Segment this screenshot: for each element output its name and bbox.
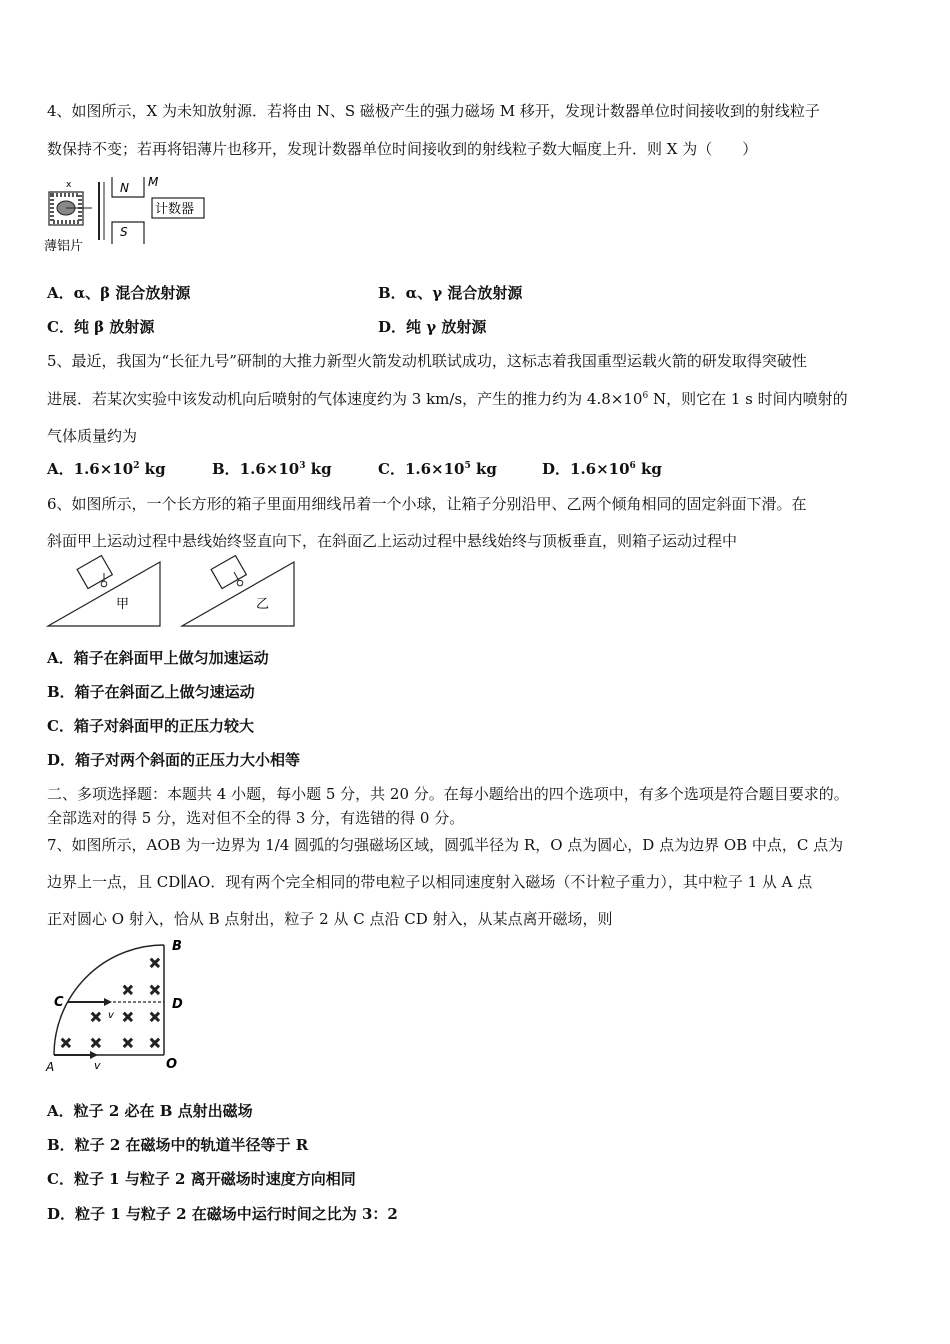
q7-label-v1: v [94, 1059, 101, 1072]
q4-foil-label: 薄铝片 [44, 239, 84, 254]
q4-stem-line2: 数保持不变；若再将铝薄片也移开，发现计数器单位时间接收到的射线粒子数大幅度上升．则 X 为（ ） [47, 140, 758, 158]
q7-stem-line2: 边界上一点，且 CD∥AO．现有两个完全相同的带电粒子以相同速度射入磁场（不计粒子重力），其中粒子 1 从 A 点 [47, 873, 813, 891]
q7-option-c: C．粒子 1 与粒子 2 离开磁场时速度方向相同 [47, 1170, 356, 1188]
q4-label-n: N [120, 181, 129, 195]
svg-text:✕: ✕ [90, 1010, 102, 1026]
q4-label-x: x [66, 180, 72, 190]
q5-option-b-exp: 3 [299, 461, 306, 471]
q7-figure [44, 938, 194, 1074]
q5-option-d-exp: 6 [629, 461, 636, 471]
q5-option-c-pre: C．1.6×10 [378, 460, 465, 478]
q5-stem-line3: 气体质量约为 [47, 427, 138, 445]
svg-text:✕: ✕ [122, 1010, 134, 1026]
q5-option-a-exp: 2 [133, 461, 140, 471]
q4-option-c: C．纯 β 放射源 [47, 318, 155, 336]
svg-text:✕: ✕ [122, 983, 134, 999]
q5-option-c [378, 459, 497, 479]
q7-label-o: O [166, 1057, 178, 1072]
q7-option-d: D．粒子 1 与粒子 2 在磁场中运行时间之比为 3：2 [47, 1205, 398, 1223]
q5-stem-line2-pre: 进展．若某次实验中该发动机向后喷射的气体速度约为 3 km/s，产生的推力约为 4.8×10 [47, 390, 643, 408]
q7-option-b: B．粒子 2 在磁场中的轨道半径等于 R [47, 1136, 309, 1154]
q7-stem-line3: 正对圆心 O 射入，恰从 B 点射出，粒子 2 从 C 点沿 CD 射入，从某点离开磁场，则 [47, 910, 613, 928]
q5-stem-line2-post: N，则它在 1 s 时间内喷射的 [648, 390, 848, 408]
section2-line1: 二、多项选择题：本题共 4 小题，每小题 5 分，共 20 分。在每小题给出的四个选项中，有多个选项是符合题目要求的。 [47, 785, 849, 803]
q4-option-d: D．纯 γ 放射源 [378, 318, 487, 336]
q5-option-d-post: kg [635, 460, 662, 478]
q5-option-d [542, 459, 662, 479]
q5-option-a [47, 459, 166, 479]
q5-option-b [212, 459, 332, 479]
q5-option-d-pre: D．1.6×10 [542, 460, 630, 478]
q4-label-s: S [120, 225, 128, 239]
q7-stem-line1: 7、如图所示，AOB 为一边界为 1/4 圆弧的匀强磁场区域，圆弧半径为 R，O 点为圆心，D 点为边界 OB 中点，C 点为 [47, 836, 844, 854]
q6-label-yi: 乙 [256, 597, 270, 612]
svg-text:✕: ✕ [149, 1010, 161, 1026]
q7-label-v2: v [108, 1010, 114, 1021]
q6-option-a: A．箱子在斜面甲上做匀加速运动 [47, 649, 269, 667]
svg-text:✕: ✕ [90, 1036, 102, 1052]
q5-option-a-post: kg [139, 460, 166, 478]
q6-option-c: C．箱子对斜面甲的正压力较大 [47, 717, 254, 735]
q6-label-jia: 甲 [116, 597, 130, 612]
q5-option-b-post: kg [305, 460, 332, 478]
q6-option-d: D．箱子对两个斜面的正压力大小相等 [47, 751, 301, 769]
q5-option-a-pre: A．1.6×10 [47, 460, 134, 478]
q4-figure [44, 172, 219, 262]
q5-option-c-exp: 5 [464, 461, 471, 471]
svg-text:✕: ✕ [149, 956, 161, 972]
q7-label-a: A [46, 1060, 55, 1074]
q7-option-a: A．粒子 2 必在 B 点射出磁场 [47, 1102, 253, 1120]
q4-counter-label: 计数器 [155, 202, 195, 217]
q4-label-m: M [148, 175, 159, 189]
svg-text:✕: ✕ [149, 1036, 161, 1052]
q4-stem-line1: 4、如图所示，X 为未知放射源．若将由 N、S 磁极产生的强力磁场 M 移开，发现计数器单位时间接收到的射线粒子 [47, 102, 820, 120]
svg-text:✕: ✕ [122, 1036, 134, 1052]
q4-option-a: A．α、β 混合放射源 [47, 284, 191, 302]
q5-option-c-post: kg [470, 460, 497, 478]
q6-figure [46, 560, 298, 630]
q5-stem-line1: 5、最近，我国为“长征九号”研制的大推力新型火箭发动机联试成功，这标志着我国重型运载火箭的研发取得突破性 [47, 352, 807, 370]
q6-stem-line1: 6、如图所示，一个长方形的箱子里面用细线吊着一个小球，让箱子分别沿甲、乙两个倾角相同的固定斜面下滑。在 [47, 495, 807, 513]
q7-label-c: C [54, 995, 64, 1010]
q5-stem-line2 [47, 389, 848, 409]
q5-option-b-pre: B．1.6×10 [212, 460, 300, 478]
section2-line2: 全部选对的得 5 分，选对但不全的得 3 分，有选错的得 0 分。 [47, 809, 465, 827]
q7-label-d: D [172, 997, 183, 1012]
svg-text:✕: ✕ [60, 1036, 72, 1052]
q5-stem-line2-exp: 6 [642, 391, 649, 401]
field-crosses [60, 956, 161, 1052]
svg-text:✕: ✕ [149, 983, 161, 999]
q6-stem-line2: 斜面甲上运动过程中悬线始终竖直向下，在斜面乙上运动过程中悬线始终与顶板垂直，则箱子运动过程中 [47, 532, 738, 550]
q6-option-b: B．箱子在斜面乙上做匀速运动 [47, 683, 255, 701]
q7-label-b: B [172, 939, 182, 954]
q4-option-b: B．α、γ 混合放射源 [378, 284, 523, 302]
